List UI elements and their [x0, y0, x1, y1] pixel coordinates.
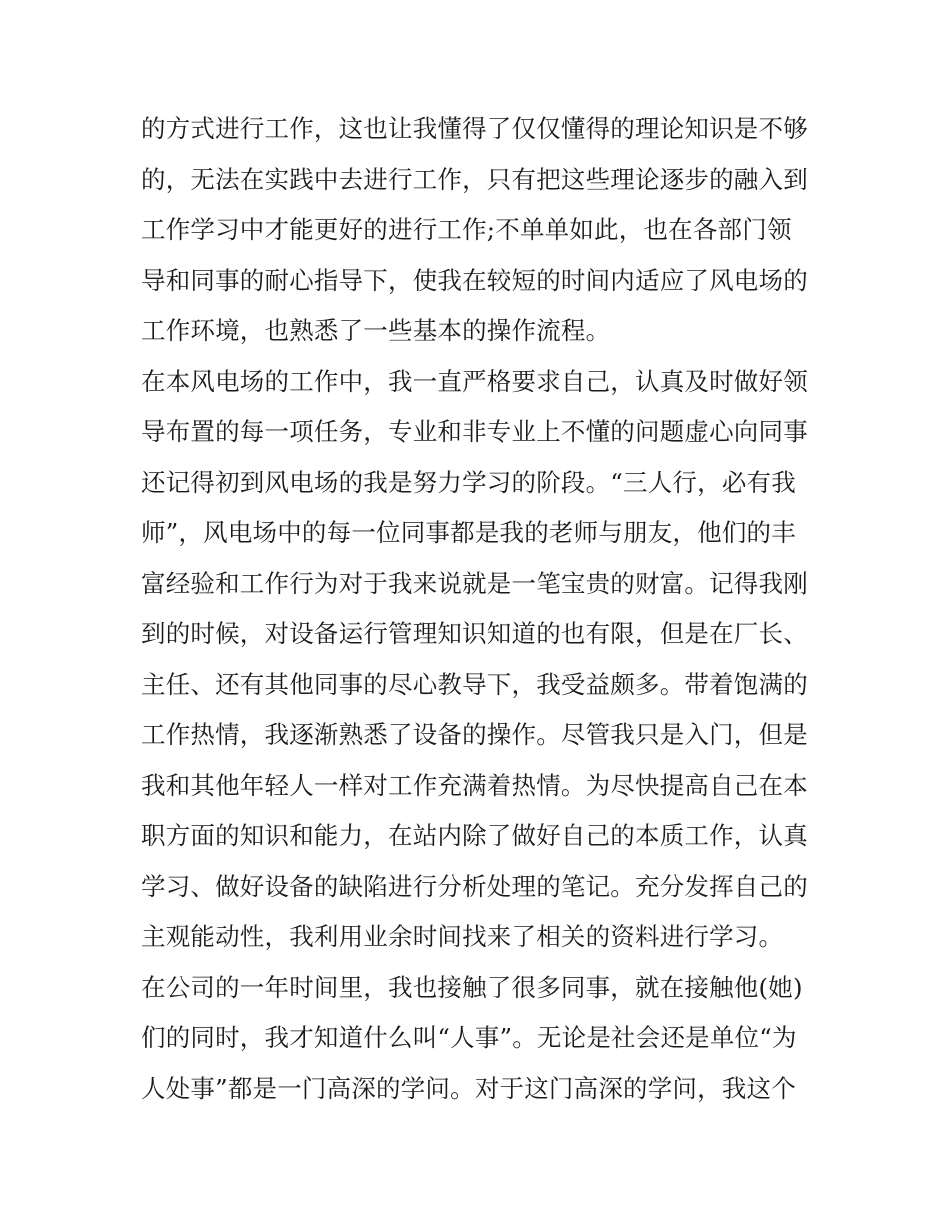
text-line: 在公司的一年时间里，我也接触了很多同事，就在接触他(她): [141, 972, 803, 1002]
text-line: 工作热情，我逐渐熟悉了设备的操作。尽管我只是入门，但是: [141, 720, 808, 749]
text-line: 我和其他年轻人一样对工作充满着热情。为尽快提高自己在本: [141, 770, 808, 800]
text-line: 富经验和工作行为对于我来说就是一笔宝贵的财富。记得我刚: [141, 568, 808, 598]
text-line: 师”，风电场中的每一位同事都是我的老师与朋友，他们的丰: [141, 518, 796, 547]
text-line: 导和同事的耐心指导下，使我在较短的时间内适应了风电场的: [141, 265, 808, 295]
text-line: 们的同时，我才知道什么叫“人事”。无论是社会还是单位“为: [141, 1023, 797, 1052]
text-line: 在本风电场的工作中，我一直严格要求自己，认真及时做好领: [141, 366, 808, 396]
text-line: 到的时候，对设备运行管理知识知道的也有限，但是在厂长、: [141, 619, 808, 648]
body-text: [141, 104, 821, 1114]
text-line: 工作环境，也熟悉了一些基本的操作流程。: [141, 316, 611, 345]
text-line: 主任、还有其他同事的尽心教导下，我受益颇多。带着饱满的: [141, 669, 808, 699]
text-line: 学习、做好设备的缺陷进行分析处理的笔记。充分发挥自己的: [141, 871, 808, 901]
text-line: 导布置的每一项任务，专业和非专业上不懂的问题虚心向同事: [141, 417, 808, 446]
text-line: 的，无法在实践中去进行工作，只有把这些理论逐步的融入到: [141, 164, 808, 194]
text-line: 职方面的知识和能力，在站内除了做好自己的本质工作，认真: [141, 821, 808, 850]
text-line: 主观能动性，我利用业余时间找来了相关的资料进行学习。: [141, 922, 784, 951]
text-line: 人处事”都是一门高深的学问。对于这门高深的学问，我这个: [141, 1073, 796, 1103]
text-line: 工作学习中才能更好的进行工作;不单单如此，也在各部门领: [141, 215, 792, 244]
text-line: 还记得初到风电场的我是努力学习的阶段。“三人行，必有我: [141, 467, 796, 497]
text-line: 的方式进行工作，这也让我懂得了仅仅懂得的理论知识是不够: [141, 114, 808, 143]
